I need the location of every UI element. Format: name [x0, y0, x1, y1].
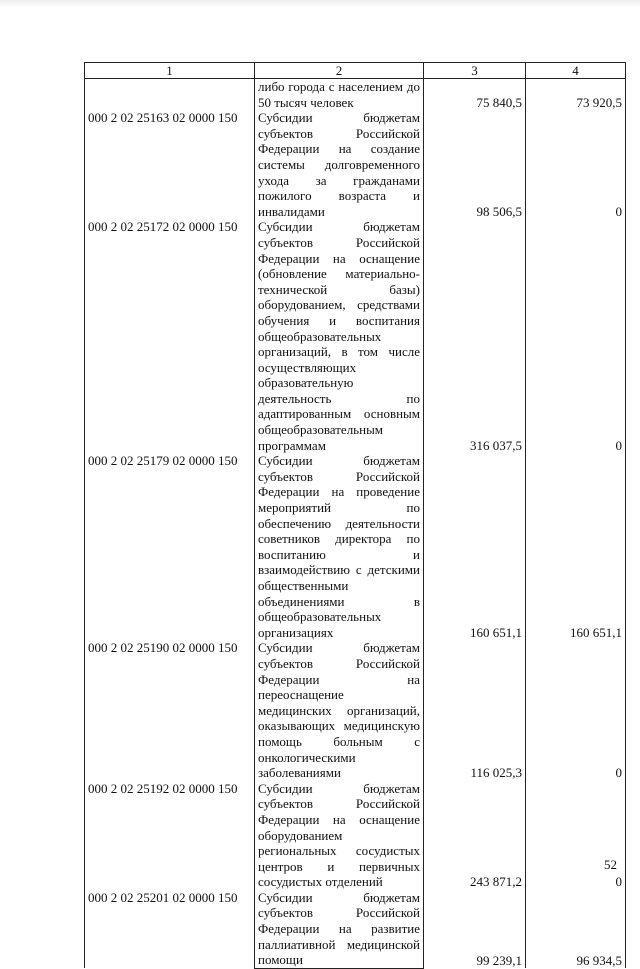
header-col-3: 3 — [424, 63, 526, 79]
row-code — [85, 79, 255, 111]
table-row — [85, 219, 626, 453]
row-amount-1: 316 037,5 — [424, 219, 526, 453]
row-amount-2: 160 651,1 — [526, 453, 626, 640]
table-row — [85, 110, 626, 219]
row-name: Субсидии бюджетам субъектов Российской Федерации на оснащение оборудованием региональных сосудистых центров и первичных сосудистых отделений — [255, 781, 424, 890]
header-row — [85, 63, 626, 79]
budget-table-container — [84, 62, 625, 969]
row-amount-1: 98 506,5 — [424, 110, 526, 219]
row-amount-1: 160 651,1 — [424, 453, 526, 640]
table-row — [85, 640, 626, 780]
page-number: 52 — [604, 857, 617, 872]
row-amount-2: 0 — [526, 781, 626, 890]
row-code: 000 2 02 25201 02 0000 150 — [85, 890, 255, 968]
row-name: либо города с населением до 50 тысяч человек — [255, 79, 424, 111]
row-code: 000 2 02 25179 02 0000 150 — [85, 453, 255, 640]
row-name: Субсидии бюджетам субъектов Российской Федерации на развитие паллиативной медицинской помощи — [255, 890, 424, 968]
row-amount-1: 243 871,2 — [424, 781, 526, 890]
row-name: Субсидии бюджетам субъектов Российской Федерации на создание системы долговременного ухода за гражданами пожилого возраста и инвалидами — [255, 110, 424, 219]
table-row-continuation — [85, 79, 626, 111]
row-code: 000 2 02 25163 02 0000 150 — [85, 110, 255, 219]
row-code: 000 2 02 25192 02 0000 150 — [85, 781, 255, 890]
table-row — [85, 453, 626, 640]
scan-top-edge — [0, 0, 640, 8]
row-name: Субсидии бюджетам субъектов Российской Федерации на оснащение (обновление материально-технической базы) оборудованием, средствами обучения и воспитания общеобразовательных организаций, в том числе осуществляющих образовательную деятельность по адаптированным основным общеобразовательным программам — [255, 219, 424, 453]
table-row — [85, 890, 626, 968]
row-code: 000 2 02 25172 02 0000 150 — [85, 219, 255, 453]
header-col-4: 4 — [526, 63, 626, 79]
row-name: Субсидии бюджетам субъектов Российской Федерации на проведение мероприятий по обеспечению деятельности советников директора по воспитанию и взаимодействию с детскими общественными объединениями в общеобразовательных организациях — [255, 453, 424, 640]
header-col-2: 2 — [255, 63, 424, 79]
row-code: 000 2 02 25190 02 0000 150 — [85, 640, 255, 780]
row-amount-2: 0 — [526, 640, 626, 780]
row-amount-1: 116 025,3 — [424, 640, 526, 780]
row-amount-2: 0 — [526, 219, 626, 453]
budget-table — [84, 62, 626, 969]
row-amount-2: 73 920,5 — [526, 79, 626, 111]
table-row — [85, 781, 626, 890]
row-amount-1: 75 840,5 — [424, 79, 526, 111]
row-amount-2: 0 — [526, 110, 626, 219]
row-name: Субсидии бюджетам субъектов Российской Федерации на переоснащение медицинских организаций, оказывающих медицинскую помощь больным с онкологическими заболеваниями — [255, 640, 424, 780]
row-amount-1: 99 239,1 — [424, 890, 526, 968]
row-amount-2: 96 934,5 — [526, 890, 626, 968]
header-col-1: 1 — [85, 63, 255, 79]
